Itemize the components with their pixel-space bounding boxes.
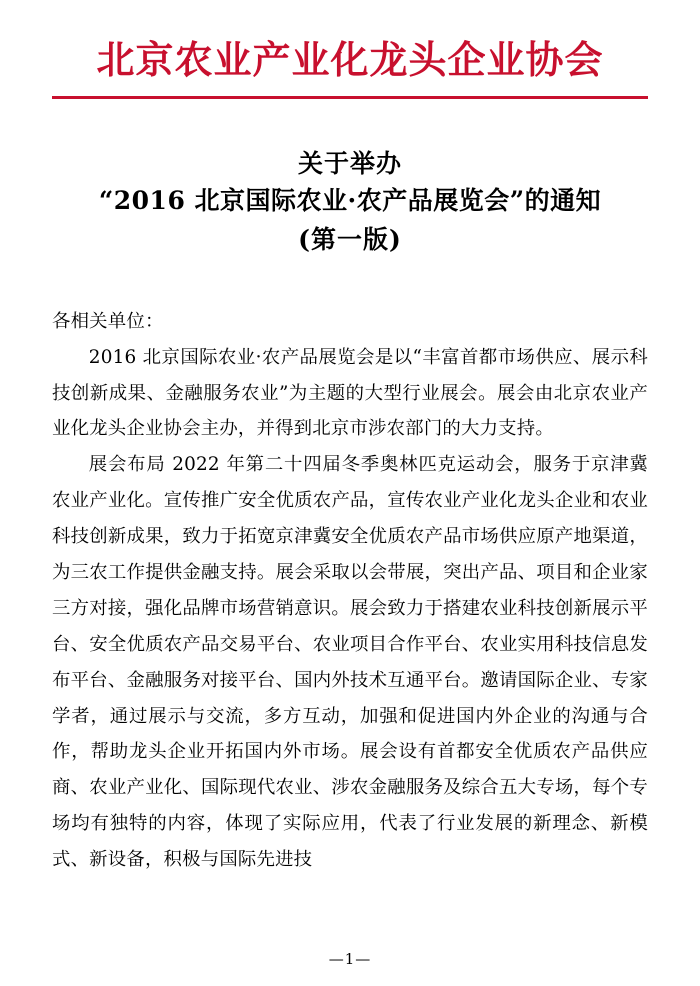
body-paragraph-1: 2016 北京国际农业·农产品展览会是以“丰富首都市场供应、展示科技创新成果、金融服务农业”为主题的大型行业展会。展会由北京农业产业化龙头企业协会主办，并得到北京市涉农部门的大力支持。: [52, 346, 648, 440]
letterhead-divider: [52, 96, 648, 99]
body-paragraph-2: 展会布局 2022 年第二十四届冬季奥林匹克运动会，服务于京津冀农业产业化。宣传推广安全优质农产品，宣传农业产业化龙头企业和农业科技创新成果，致力于拓宽京津冀安全优质农产品市场供应原产地渠道，为三农工作提供金融支持。展会采取以会带展，突出产品、项目和企业家三方对接，强化品牌市场营销意识。展会致力于搭建农业科技创新展示平台、安全优质农产品交易平台、农业项目合作平台、农业实用科技信息发布平台、金融服务对接平台、国内外技术互通平台。邀请国际企业、专家学者，通过展示与交流，多方互动，加强和促进国内外企业的沟通与合作，帮助龙头企业开拓国内外市场。展会设有首都安全优质农产品供应商、农业产业化、国际现代农业、涉农金融服务及综合五大专场，每个专场均有独特的内容，体现了实际应用，代表了行业发展的新理念、新模式、新设备，积极与国际先进技: [52, 454, 648, 871]
page-number: —1—: [328, 950, 372, 968]
title-line-3: (第一版): [298, 225, 402, 255]
document-body: [52, 304, 648, 878]
title-line-1: 关于举办: [297, 148, 402, 178]
letterhead-organization: 北京农业产业化龙头企业协会: [96, 38, 604, 82]
title-line-2: “2016 北京国际农业·农产品展览会”的通知: [98, 186, 602, 216]
salutation: 各相关单位：: [52, 310, 164, 332]
document-title: [52, 145, 648, 260]
